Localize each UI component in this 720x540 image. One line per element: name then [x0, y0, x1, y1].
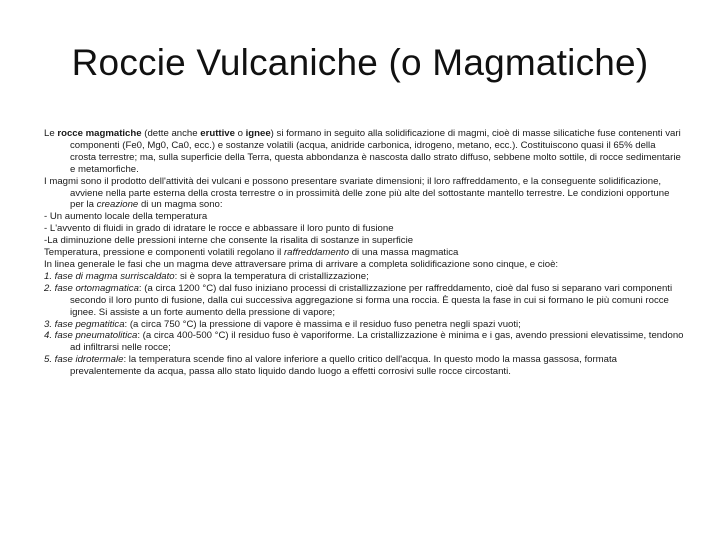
phase-name: 2. fase ortomagmatica — [44, 282, 139, 294]
term-eruttive: eruttive — [200, 128, 235, 139]
list-item-fluidi: - L'avvento di fluidi in grado di idratare le rocce e abbassare il loro punto di fusione — [44, 223, 394, 235]
phase-description: : (a circa 400-500 °C) il residuo fuso è vaporiforme. La cristallizzazione è minima e i gas, avendo pressioni elevatissime, tendono ad infiltrarsi nelle rocce; — [70, 330, 684, 354]
text-run: ) si formano in seguito alla solidificazione di magmi, cioè di masse silicatiche fuse contenenti vari componenti (Fe0, Mg0, Ca0, ecc.) e sostanze volatili (acqua, anidride carbonica, idrogeno, metano, ecc.). Costituiscono quasi il 65% della crosta terrestre; ma, sulla superficie della Terra, questa abbondanza è nascosta dallo strato diffuso, sebbene molto sottile, di rocce sedimentarie e metamorfiche. — [70, 128, 681, 175]
paragraph-regolazione — [44, 247, 684, 259]
phase-item-5 — [44, 354, 684, 378]
phase-name: 5. fase idrotermale — [44, 354, 124, 366]
slide-body — [44, 128, 684, 378]
phase-item-3 — [44, 319, 684, 331]
text-run: I magmi sono il prodotto dell'attività dei vulcani e possono presentare svariate dimensioni; il loro raffreddamento, e la conseguente solidificazione, avviene nella parte esterna della crosta terrestre o in prossimità delle zone più alte del sottostante mantello terrestre. Le condizioni opportune per la — [44, 175, 670, 211]
text-run: di un magma sono: — [138, 199, 223, 211]
emphasis-raffreddamento: raffreddamento — [283, 247, 350, 259]
phase-item-4 — [44, 330, 684, 354]
phase-name: 1. fase di magma surriscaldato — [44, 270, 175, 282]
phase-description: : la temperatura scende fino al valore inferiore a quello critico dell'acqua. In questo modo la massa gassosa, formata prevalentemente da acqua, passa allo stato liquido dando luogo a effetti corrosivi sulle rocce circostanti. — [70, 354, 617, 378]
emphasis-creazione: creazione — [96, 199, 139, 211]
term-ignee: ignee — [245, 128, 271, 139]
text-run: Temperatura, pressione e componenti volatili regolano il — [44, 247, 284, 259]
text-run: (dette anche — [141, 128, 201, 139]
phase-item-2 — [44, 283, 684, 319]
text-run: di una massa magmatica — [349, 247, 459, 259]
phase-description: : (a circa 1200 °C) dal fuso iniziano processi di cristallizzazione per raffreddamento, cioè dal fuso si separano vari componenti secondo il loro punto di fusione, dalla cui successiva aggregazione si forma una roccia. È questa la fase in cui si formano le più comuni rocce ignee. Si assiste a un forte aumento della pressione di vapore; — [70, 282, 673, 318]
phase-name: 3. fase pegmatitica — [44, 318, 125, 330]
paragraph-definition — [44, 128, 684, 176]
list-item-temperatura: - Un aumento locale della temperatura — [44, 211, 208, 223]
text-run: Le — [44, 128, 58, 139]
phase-description: : (a circa 750 °C) la pressione di vapore è massima e il residuo fuso penetra negli spazi vuoti; — [124, 318, 521, 330]
phase-description: : si è sopra la temperatura di cristallizzazione; — [174, 270, 369, 282]
phase-item-1 — [44, 271, 684, 283]
paragraph-fasi-intro: In linea generale le fasi che un magma deve attraversare prima di arrivare a completa solidificazione sono cinque, e cioè: — [44, 258, 559, 270]
phase-name: 4. fase pneumatolitica — [44, 330, 138, 342]
text-run: o — [234, 128, 246, 139]
paragraph-magmi — [44, 176, 684, 212]
term-rocce-magmatiche: rocce magmatiche — [57, 128, 142, 139]
slide-title: Roccie Vulcaniche (o Magmatiche) — [71, 42, 649, 83]
list-item-pressioni: -La diminuzione delle pressioni interne che consente la risalita di sostanze in superficie — [44, 235, 414, 247]
